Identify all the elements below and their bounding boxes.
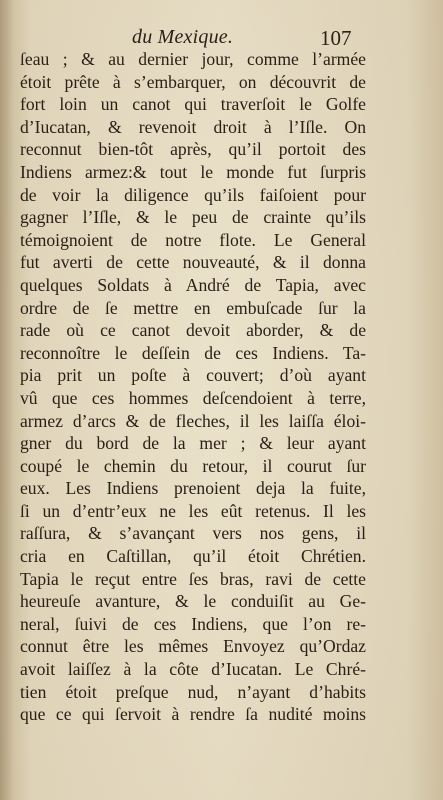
- text-line: vû que ces hommes deſcendoient à terre,: [20, 387, 366, 408]
- text-line: ſi un d’entr’eux ne les eût retenus. Il les: [20, 500, 366, 521]
- text-line: eux. Les Indiens prenoient deja la fuite,: [20, 478, 366, 499]
- text-line: neral, ſuivi de ces Indiens, que l’on re-: [20, 613, 366, 634]
- text-line: cria en Caſtillan, qu’il étoit Chrétien.: [20, 546, 366, 567]
- text-line: armez d’arcs & de fleches, il les laiſſa éloi-: [20, 410, 366, 431]
- text-line: raſſura, & s’avançant vers nos gens, il: [20, 523, 366, 544]
- text-line: de voir la diligence qu’ils faiſoient pour: [20, 184, 366, 205]
- text-line: coupé le chemin du retour, il courut ſur: [20, 455, 366, 476]
- text-line: connut être les mêmes Envoyez qu’Ordaz: [20, 636, 366, 657]
- text-line: pia prit un poſte à couvert; d’où ayant: [20, 365, 366, 386]
- text-line: reconnut bien-tôt après, qu’il portoit des: [20, 139, 366, 160]
- text-line: gagner l’Iſle, & le peu de crainte qu’ils: [20, 207, 366, 228]
- text-line: que ce qui ſervoit à rendre ſa nudité moins: [20, 704, 366, 725]
- text-line: fut averti de cette nouveauté, & il donna: [20, 252, 366, 273]
- gutter-shadow: [0, 0, 14, 800]
- text-line: fort loin un canot qui traverſoit le Golfe: [20, 94, 366, 115]
- text-line: ſeau ; & au dernier jour, comme l’armée: [20, 49, 366, 69]
- text-line: quelques Soldats à André de Tapia, avec: [20, 274, 366, 295]
- text-line: témoignoient de notre flote. Le General: [20, 229, 366, 250]
- page-number: 107: [320, 26, 352, 50]
- text-line: rade où ce canot devoit aborder, & de: [20, 320, 366, 341]
- text-line: gner du bord de la mer ; & leur ayant: [20, 433, 366, 454]
- text-line: Indiens armez:& tout le monde fut ſurpris: [20, 161, 366, 182]
- text-line: d’Iucatan, & revenoit droit à l’Iſle. On: [20, 116, 366, 137]
- text-line: reconnoître le deſſein de ces Indiens. Ta-: [20, 342, 366, 363]
- text-line: étoit prête à s’embarquer, on découvrit de: [20, 71, 366, 92]
- text-line: Tapia le reçut entre ſes bras, ravi de cette: [20, 568, 366, 589]
- text-line: tien étoit preſque nud, n’ayant d’habits: [20, 681, 366, 702]
- text-line: heureuſe avanture, & le conduiſit au Ge-: [20, 591, 366, 612]
- text-line: ordre de ſe mettre en embuſcade ſur la: [20, 297, 366, 318]
- running-head: du Mexique.: [132, 26, 234, 48]
- body-text: [20, 48, 366, 726]
- text-line: avoit laiſſez à la côte d’Iucatan. Le Chré-: [20, 659, 366, 680]
